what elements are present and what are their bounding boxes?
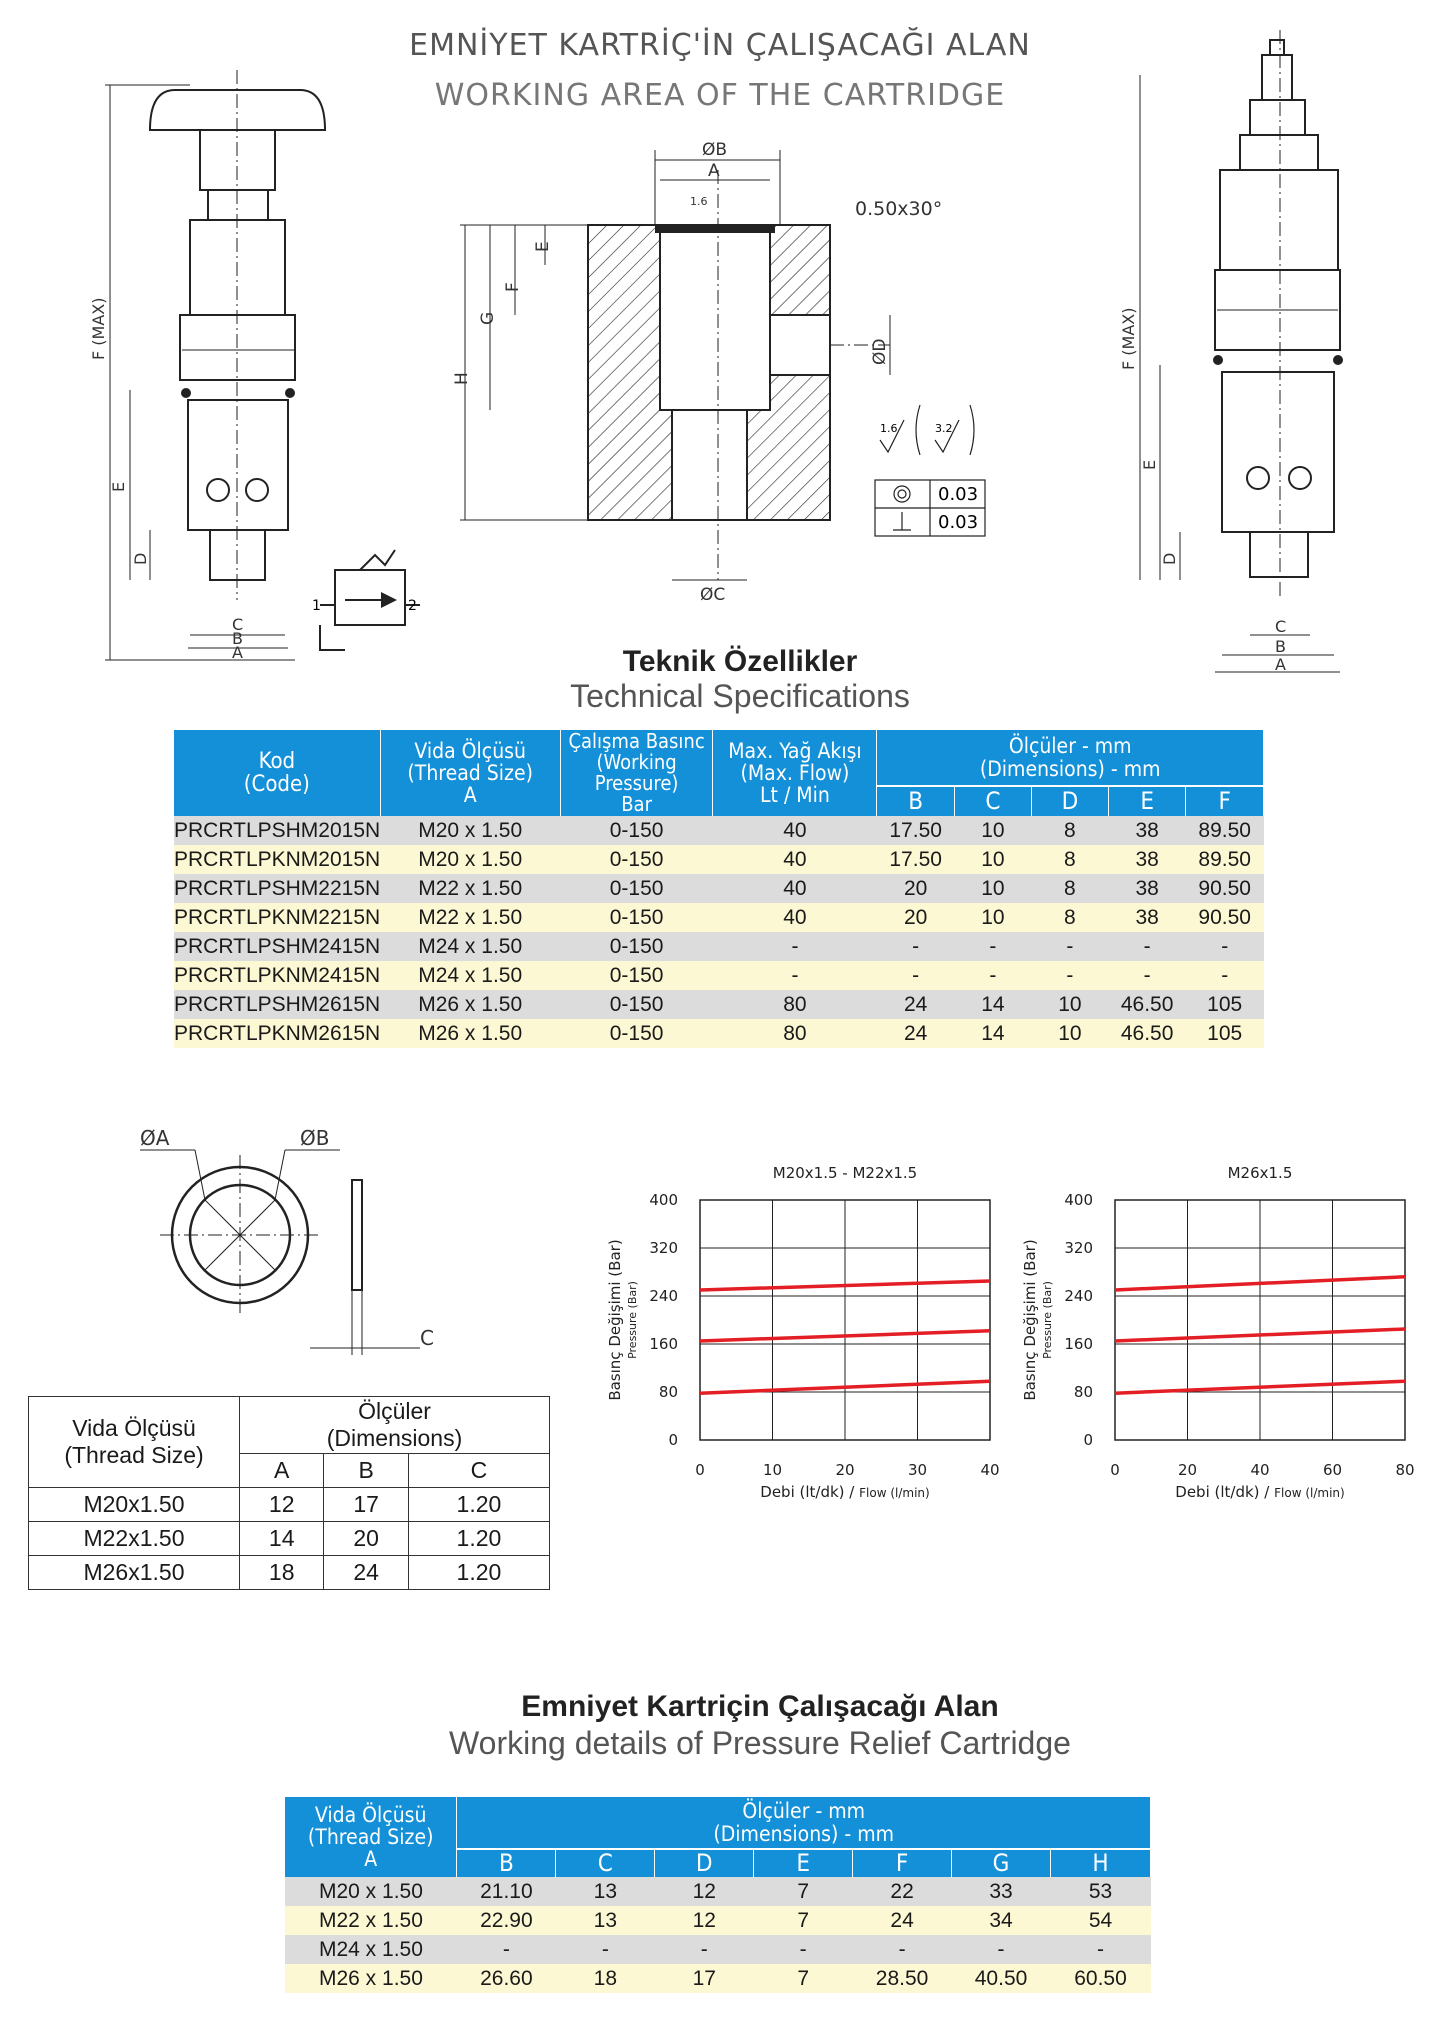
pressure-flow-chart-m20-m22 [600, 1150, 1020, 1510]
pressure-flow-chart-m26 [1015, 1150, 1435, 1510]
left-dim-E: E [109, 481, 128, 492]
x-tick-label: 40 [980, 1461, 1000, 1479]
right-dim-A: A [1275, 655, 1286, 674]
work-table [285, 1797, 1151, 1993]
work-dims-header: Ölçüler - mm (Dimensions) - mm [457, 1797, 1151, 1849]
col-pressure-header: Çalışma Basınc (Working Pressure) Bar [560, 730, 713, 816]
work-col-C: C [556, 1849, 655, 1877]
x-tick-label: 60 [1322, 1461, 1343, 1479]
table-row: PRCRTLPKNM2615N M26 x 1.50 0-150 80 24 14 10 46.50 105 [174, 1019, 1264, 1048]
col-E: E [1108, 786, 1186, 816]
work-col-E: E [754, 1849, 853, 1877]
washer-col-C: C [408, 1454, 549, 1488]
table-row: M26 x 1.50 26.60 18 17 7 28.50 40.50 60.50 [285, 1964, 1151, 1993]
table-row: M22 x 1.50 22.90 13 12 7 24 34 54 [285, 1906, 1151, 1935]
table-row: M20x1.50 12 17 1.20 [29, 1488, 550, 1522]
y-tick-label: 160 [1064, 1335, 1093, 1353]
page-title-tr: EMNİYET KARTRİÇ'İN ÇALIŞACAĞI ALAN [409, 28, 1031, 63]
work-thread-header: Vida Ölçüsü (Thread Size) A [285, 1797, 457, 1877]
washer-col-A: A [240, 1454, 324, 1488]
y-tick-label: 0 [1083, 1431, 1093, 1449]
work-col-G: G [952, 1849, 1051, 1877]
y-tick-label: 320 [649, 1239, 678, 1257]
table-row: M26x1.50 18 24 1.20 [29, 1556, 550, 1590]
washer-col-B: B [324, 1454, 408, 1488]
y-tick-label: 400 [649, 1191, 678, 1209]
valve-symbol [320, 550, 420, 650]
x-tick-label: 20 [1177, 1461, 1198, 1479]
y-tick-label: 80 [658, 1383, 678, 1401]
table-row: PRCRTLPKNM2015N M20 x 1.50 0-150 40 17.50 10 8 38 89.50 [174, 845, 1264, 874]
cav-dim-chamfer: 0.50x30° [855, 198, 943, 220]
table-row: PRCRTLPKNM2415N M24 x 1.50 0-150 - - - - - - [174, 961, 1264, 990]
left-dim-F: F (MAX) [89, 297, 108, 360]
spec-table [174, 730, 1264, 1048]
x-axis-label: Debi (lt/dk) / Flow (l/min) [760, 1483, 930, 1501]
y-tick-label: 400 [1064, 1191, 1093, 1209]
right-dim-F: F (MAX) [1119, 307, 1138, 370]
left-dim-D: D [131, 552, 150, 565]
y-axis-label: Basınç Değişimi (Bar) [606, 1239, 624, 1401]
left-dim-C: C [232, 615, 244, 634]
washer-dims-header: Ölçüler (Dimensions) [240, 1397, 550, 1454]
col-flow-header: Max. Yağ Akışı (Max. Flow) Lt / Min [713, 730, 877, 816]
x-tick-label: 10 [762, 1461, 783, 1479]
washer-dim-C: C [420, 1326, 434, 1350]
col-C: C [954, 786, 1031, 816]
x-tick-label: 20 [835, 1461, 855, 1479]
y-tick-label: 240 [649, 1287, 678, 1305]
page-title-en: WORKING AREA OF THE CARTRIDGE [434, 78, 1006, 113]
washer-thread-header: Vida Ölçüsü (Thread Size) [29, 1397, 240, 1488]
cav-dim-G: G [478, 311, 498, 325]
spec-title-en: Technical Specifications [570, 678, 910, 714]
chart-title: M26x1.5 [1227, 1164, 1293, 1182]
table-row: PRCRTLPSHM2015N M20 x 1.50 0-150 40 17.50 10 8 38 89.50 [174, 816, 1264, 845]
y-axis-label-en: Pressure (Bar) [626, 1281, 639, 1359]
y-tick-label: 320 [1064, 1239, 1093, 1257]
table-row: M24 x 1.50 - - - - - - - [285, 1935, 1151, 1964]
washer-dim-ØB: ØB [300, 1126, 330, 1150]
cav-dim-H: H [452, 372, 472, 385]
y-axis-label: Basınç Değişimi (Bar) [1021, 1239, 1039, 1401]
x-axis-label-en: Flow (l/min) [1274, 1486, 1345, 1500]
left-dim-B: B [232, 629, 243, 648]
x-axis-label: Debi (lt/dk) / Flow (l/min) [1175, 1483, 1345, 1501]
surface-1.6: 1.6 [880, 422, 898, 435]
table-row: PRCRTLPSHM2415N M24 x 1.50 0-150 - - - - - - [174, 932, 1264, 961]
y-tick-label: 0 [668, 1431, 678, 1449]
col-B: B [877, 786, 955, 816]
y-axis-label-en: Pressure (Bar) [1041, 1281, 1054, 1359]
chart-title: M20x1.5 - M22x1.5 [772, 1164, 918, 1182]
cav-dim-F: F [503, 282, 523, 292]
table-row: PRCRTLPKNM2215N M22 x 1.50 0-150 40 20 10 8 38 90.50 [174, 903, 1264, 932]
col-code-header: Kod (Code) [174, 730, 380, 816]
technical-drawing [0, 0, 1440, 690]
x-tick-label: 0 [695, 1461, 705, 1479]
work-title-tr: Emniyet Kartriçin Çalışacağı Alan [521, 1690, 999, 1723]
table-row: PRCRTLPSHM2215N M22 x 1.50 0-150 40 20 10 8 38 90.50 [174, 874, 1264, 903]
washer-drawing [130, 1110, 470, 1360]
port-1: 1 [312, 598, 321, 614]
col-thread-header: Vida Ölçüsü (Thread Size) A [380, 730, 560, 816]
y-tick-label: 80 [1073, 1383, 1093, 1401]
col-D: D [1031, 786, 1108, 816]
cav-dim-ØB: ØB [702, 140, 728, 160]
right-dim-C: C [1275, 617, 1287, 636]
x-tick-label: 0 [1110, 1461, 1120, 1479]
work-title-en: Working details of Pressure Relief Cartridge [449, 1725, 1071, 1761]
right-dim-B: B [1275, 637, 1286, 656]
table-row: PRCRTLPSHM2615N M26 x 1.50 0-150 80 24 14 10 46.50 105 [174, 990, 1264, 1019]
right-dim-E: E [1140, 459, 1159, 470]
work-col-B: B [457, 1849, 556, 1877]
cav-dim-ØD: ØD [870, 338, 890, 365]
work-col-F: F [853, 1849, 952, 1877]
col-dims-header: Ölçüler - mm (Dimensions) - mm [877, 730, 1264, 786]
washer-dim-ØA: ØA [140, 1126, 170, 1150]
col-F: F [1186, 786, 1264, 816]
left-cartridge [150, 70, 325, 600]
x-axis-label-en: Flow (l/min) [859, 1486, 930, 1500]
spec-title-tr: Teknik Özellikler [622, 645, 858, 678]
y-tick-label: 240 [1064, 1287, 1093, 1305]
left-dim-A: A [232, 643, 243, 662]
cav-dim-E: E [533, 241, 553, 252]
cav-dim-A: A [708, 161, 720, 181]
cav-dim-ØC: ØC [700, 585, 726, 605]
work-col-H: H [1051, 1849, 1151, 1877]
work-col-D: D [655, 1849, 754, 1877]
tol-concentric-value: 0.03 [938, 484, 979, 505]
right-cartridge [1214, 30, 1342, 600]
cavity-section [588, 170, 890, 580]
port-2: 2 [408, 598, 417, 614]
surface-3.2: 3.2 [935, 422, 953, 435]
y-tick-label: 160 [649, 1335, 678, 1353]
table-row: M22x1.50 14 20 1.20 [29, 1522, 550, 1556]
right-dim-D: D [1160, 552, 1179, 565]
washer-table [28, 1396, 550, 1590]
table-row: M20 x 1.50 21.10 13 12 7 22 33 53 [285, 1877, 1151, 1906]
x-tick-label: 30 [907, 1461, 928, 1479]
cav-dim-1.6: 1.6 [690, 195, 708, 208]
tol-perpendicular-value: 0.03 [938, 512, 979, 533]
x-tick-label: 80 [1395, 1461, 1415, 1479]
x-tick-label: 40 [1250, 1461, 1270, 1479]
